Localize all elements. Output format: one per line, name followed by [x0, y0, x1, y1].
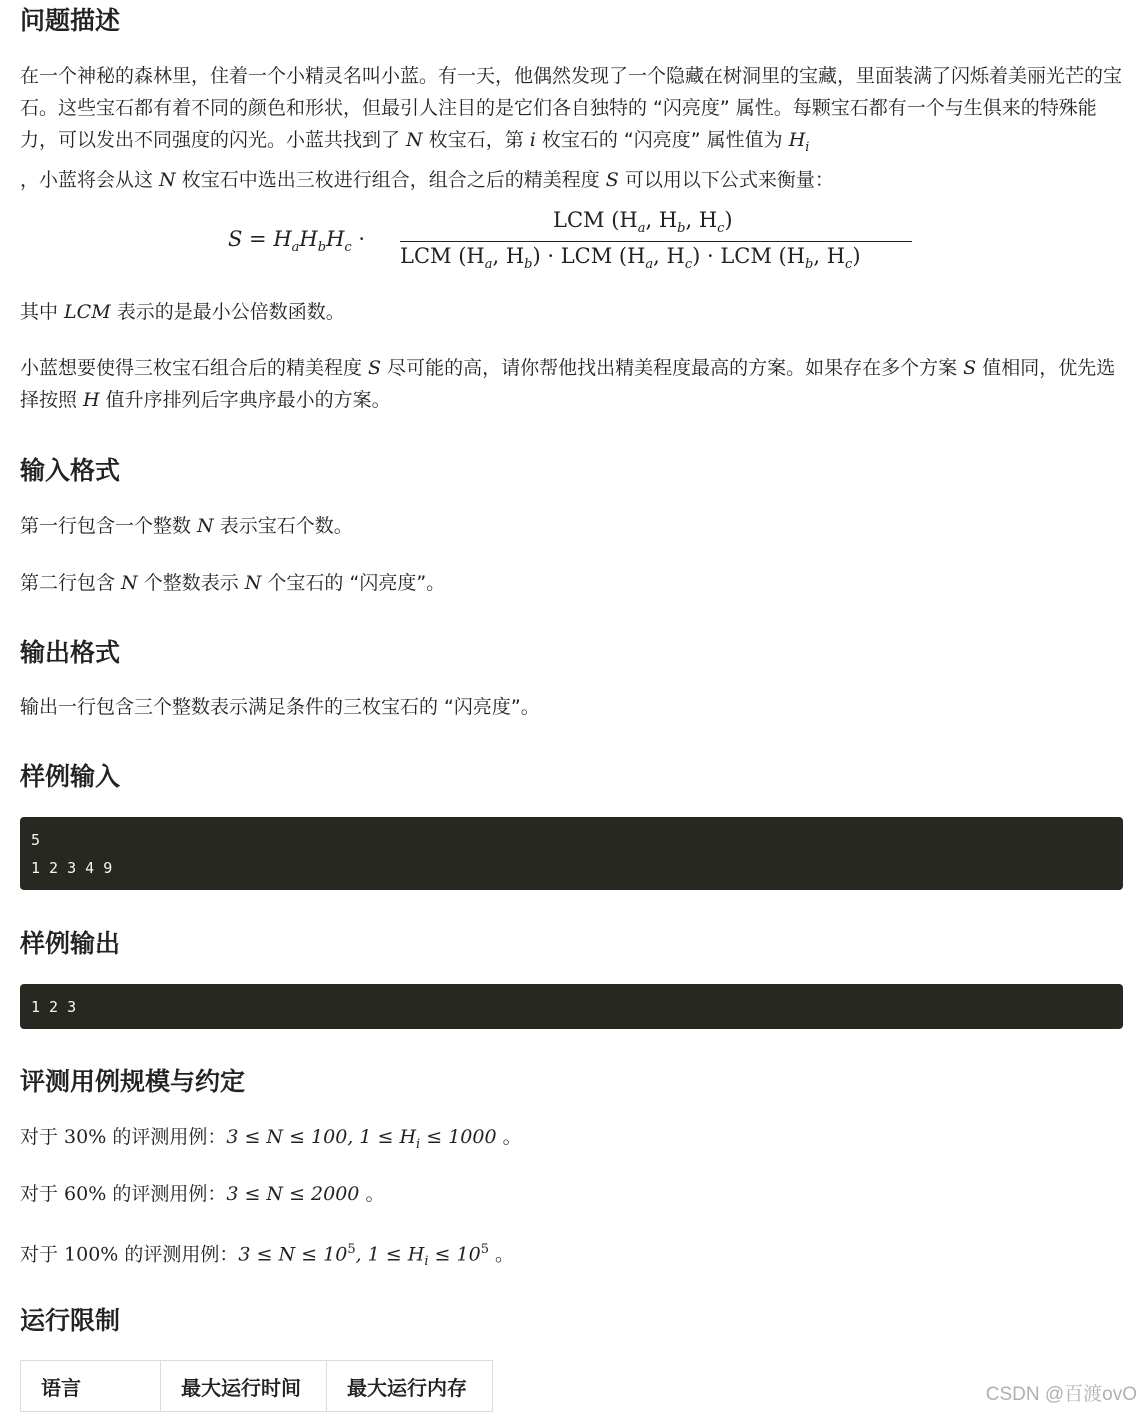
heading-sample-input: 样例输入 — [20, 762, 121, 791]
heading-problem: 问题描述 — [20, 6, 121, 35]
sample-input-code-block[interactable] — [20, 817, 1123, 890]
formula-numerator: LCM ($H_a$, $H_b$, $H_c$) — [553, 208, 733, 237]
constraint-2: 对于 60% 的评测用例：3 ≤ N ≤ 2000 。 — [20, 1183, 385, 1205]
sample-input-line-2: 1 2 3 4 9 — [31, 859, 113, 877]
sample-output-line-1: 1 2 3 — [31, 998, 77, 1016]
heading-run-limits: 运行限制 — [20, 1306, 121, 1335]
column-language: 语言 — [21, 1361, 161, 1412]
formula-denominator: LCM ($H_a$, $H_b$) · LCM ($H_a$, $H_c$) · LCM ($H_b$, $H_c$) — [400, 244, 861, 273]
sample-output-code-block[interactable] — [20, 984, 1123, 1029]
input-line-1: 第一行包含一个整数 N 表示宝石个数。 — [20, 515, 353, 537]
heading-output-format: 输出格式 — [20, 638, 121, 667]
input-line-2: 第二行包含 N 个整数表示 N 个宝石的 “闪亮度”。 — [20, 572, 446, 594]
csdn-watermark: CSDN @百渡ovO — [985, 1384, 1137, 1405]
sample-input-line-1: 5 — [31, 831, 41, 849]
score-formula — [20, 205, 1123, 277]
formula-lhs: $S = H_aH_bH_c$ · — [228, 227, 366, 256]
limits-table-header-row — [21, 1361, 493, 1412]
limits-table — [20, 1360, 493, 1412]
problem-paragraph-3: 小蓝想要使得三枚宝石组合后的精美程度 S 尽可能的高，请你帮他找出精美程度最高的方案。如果存在多个方案 S 值相同，优先选择按照 H 值升序排列后字典序最小的方案。 — [20, 357, 1116, 411]
fraction-bar — [400, 241, 912, 242]
column-max-time: 最大运行时间 — [161, 1361, 327, 1412]
output-line-1: 输出一行包含三个整数表示满足条件的三枚宝石的 “闪亮度”。 — [20, 696, 540, 718]
column-max-memory: 最大运行内存 — [327, 1361, 493, 1412]
problem-paragraph-1: 在一个神秘的森林里，住着一个小精灵名叫小蓝。有一天，他偶然发现了一个隐藏在树洞里的宝藏，里面装满了闪烁着美丽光芒的宝石。这些宝石都有着不同的颜色和形状，但最引人注目的是它们各自独特的 “闪亮度” 属性。每颗宝石都有一个与生俱来的特殊能力，可以发出不同强度的闪光。小蓝共找到了 N 枚宝石，第 i 枚宝石的 “闪亮度” 属性值为 $H_i$ ，小蓝将会从这 N 枚宝石中选出三枚进行组合，组合之后的精美程度 S 可以用以下公式来衡量： — [20, 65, 1123, 191]
heading-constraints: 评测用例规模与约定 — [20, 1067, 246, 1096]
problem-paragraph-2: 其中 LCM 表示的是最小公倍数函数。 — [20, 301, 345, 323]
heading-input-format: 输入格式 — [20, 456, 121, 485]
heading-sample-output: 样例输出 — [20, 929, 121, 958]
constraint-3: 对于 100% 的评测用例：$3 \le N \le 10^5$, $1 \le H_i \le 10^5$ 。 — [20, 1242, 515, 1270]
constraint-1: 对于 30% 的评测用例：3 ≤ N ≤ 100, $1 \le H_i \le 1000$ 。 — [20, 1126, 522, 1152]
